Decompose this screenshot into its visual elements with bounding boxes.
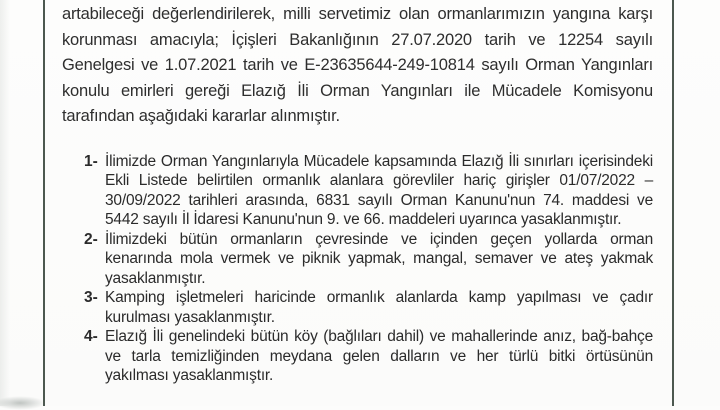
list-item-number: 1- — [84, 152, 98, 170]
scan-edge-shadow — [0, 0, 10, 406]
list-item-text: Elazığ İli genelindeki bütün köy (bağlıları dahil) ve mahallerinde anız, bağ-bahçe ve tarla temizliğinden meydana gelen dalların ve her türlü bitki örtüsünün yakılması yasaklanmıştır. — [105, 328, 653, 384]
decision-list — [62, 152, 653, 386]
intro-paragraph: artabileceği değerlendirilerek, milli servetimiz olan ormanlarımızın yangına karşı korunması amacıyla; İçişleri Bakanlığının 27.07.2020 tarih ve 12254 sayılı Genelgesi ve 1.07.2021 tarih ve E-23635644-249-10814 sayılı Orman Yangınları konulu emirleri gereği Elazığ İli Orman Yangınları ile Mücadele Komisyonu tarafından aşağıdaki kararlar alınmıştır. — [62, 5, 653, 125]
document-content — [62, 2, 653, 386]
list-item-number: 4- — [84, 328, 98, 345]
list-item-text: İlimizdeki bütün ormanların çevresinde ve içinden geçen yollarda orman kenarında mola vermek ve piknik yapmak, mangal, semaver ve ateş yakmak yasaklanmıştır. — [105, 230, 653, 287]
scan-smudge-artifact — [0, 396, 46, 410]
page-border-left — [43, 0, 45, 406]
list-item-text: Kamping işletmeleri haricinde ormanlık alanlarda kamp yapılması ve çadır kurulması yasaklanmıştır. — [105, 289, 653, 326]
page-border-right — [672, 0, 674, 406]
list-item — [62, 327, 653, 386]
list-item — [62, 152, 653, 230]
list-item — [62, 288, 653, 327]
list-item-text: İlimizde Orman Yangınlarıyla Mücadele kapsamında Elazığ İli sınırları içerisindeki Ekli Listede belirtilen ormanlık alanlara görevliler hariç girişler 01/07/2022 – 30/09/2022 tarihleri arasında, 6831 sayılı Orman Kanunu'nun 74. maddesi ve 5442 sayılı İl İdaresi Kanunu'nun 9. ve 66. maddeleri uyarınca yasaklanmıştır. — [105, 152, 653, 228]
list-item-number: 2- — [84, 230, 98, 248]
list-item — [62, 230, 653, 289]
list-item-number: 3- — [84, 289, 98, 306]
